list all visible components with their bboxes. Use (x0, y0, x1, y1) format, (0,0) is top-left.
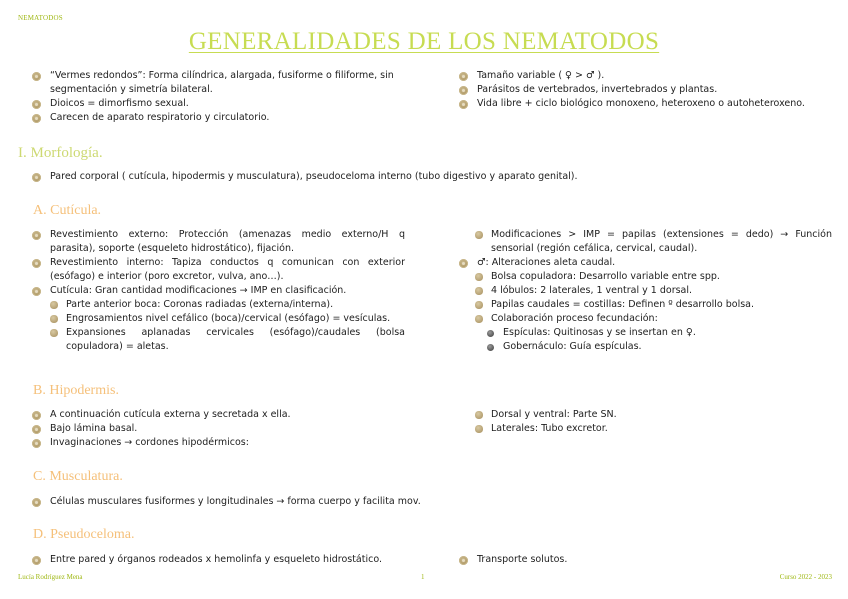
list-subitem: Bolsa copuladora: Desarrollo variable entre spp. (457, 270, 832, 284)
gear-bullet-icon (32, 439, 41, 448)
list-item: “Vermes redondos”: Forma cilíndrica, alargada, fusiforme o filiforme, sin segmentación y simetría bilateral. (30, 69, 410, 97)
running-header: NEMATODOS (18, 14, 63, 22)
list-item: ♂: Alteraciones aleta caudal. (457, 256, 832, 270)
gear-bullet-icon (32, 231, 41, 240)
section-heading-morfologia: I. Morfología. (18, 145, 103, 161)
list-subitem: Colaboración proceso fecundación: (457, 312, 832, 326)
gear-bullet-icon (32, 287, 41, 296)
gear-bullet-icon (32, 425, 41, 434)
list-subitem: Laterales: Tubo excretor. (457, 422, 832, 436)
list-subitem: Gobernáculo: Guía espículas. (457, 340, 832, 354)
cuticula-right-column (457, 228, 832, 354)
gear-bullet-icon (459, 556, 468, 565)
footer-page-number: 1 (421, 573, 425, 581)
round-bullet-icon (475, 273, 483, 281)
dark-bullet-icon (487, 344, 494, 351)
section-heading-musculatura: C. Musculatura. (33, 469, 123, 484)
cuticula-left-column (30, 228, 405, 354)
gear-bullet-icon (32, 411, 41, 420)
list-item: Revestimiento interno: Tapiza conductos q comunican con exterior (esófago) e interior (poro excretor, vulva, ano…). (30, 256, 405, 284)
list-subitem: Papilas caudales = costillas: Definen º desarrollo bolsa. (457, 298, 832, 312)
gear-bullet-icon (459, 100, 468, 109)
dark-bullet-icon (487, 330, 494, 337)
pseudoceloma-left-column (30, 553, 430, 567)
round-bullet-icon (475, 301, 483, 309)
intro-left-column (30, 69, 410, 125)
list-subitem: Engrosamientos nivel cefálico (boca)/cervical (esófago) = vesículas. (30, 312, 405, 326)
list-item: Pared corporal ( cutícula, hipodermis y musculatura), pseudoceloma interno (tubo digestivo y aparato genital). (30, 170, 830, 184)
section-heading-cuticula: A. Cutícula. (33, 203, 102, 218)
list-item: Carecen de aparato respiratorio y circulatorio. (30, 111, 410, 125)
list-subitem: Parte anterior boca: Coronas radiadas (externa/interna). (30, 298, 405, 312)
gear-bullet-icon (32, 100, 41, 109)
hipodermis-right-column (457, 408, 832, 436)
hipodermis-left-column (30, 408, 405, 450)
round-bullet-icon (50, 315, 58, 323)
list-item: Bajo lámina basal. (30, 422, 405, 436)
gear-bullet-icon (459, 72, 468, 81)
list-subitem: Espículas: Quitinosas y se insertan en ♀. (457, 326, 832, 340)
gear-bullet-icon (32, 498, 41, 507)
round-bullet-icon (475, 287, 483, 295)
gear-bullet-icon (459, 86, 468, 95)
round-bullet-icon (475, 315, 483, 323)
list-item: Vida libre + ciclo biológico monoxeno, heteroxeno o autoheteroxeno. (457, 97, 842, 111)
list-subitem: Dorsal y ventral: Parte SN. (457, 408, 832, 422)
list-item: Transporte solutos. (457, 553, 832, 567)
list-item: A continuación cutícula externa y secretada x ella. (30, 408, 405, 422)
list-subitem: Modificaciones > IMP = papilas (extensiones = dedo) → Función sensorial (región cefálica, cervical, caudal). (457, 228, 832, 256)
round-bullet-icon (50, 301, 58, 309)
list-subitem: Expansiones aplanadas cervicales (esófago)/caudales (bolsa copuladora) = aletas. (30, 326, 405, 354)
section-heading-pseudoceloma: D. Pseudoceloma. (33, 527, 135, 542)
list-item: Células musculares fusiformes y longitudinales → forma cuerpo y facilita mov. (30, 495, 830, 509)
gear-bullet-icon (32, 556, 41, 565)
gear-bullet-icon (32, 114, 41, 123)
pseudoceloma-right-column (457, 553, 832, 567)
list-item: Dioicos = dimorfismo sexual. (30, 97, 410, 111)
list-item: Entre pared y órganos rodeados x hemolinfa y esqueleto hidrostático. (30, 553, 430, 567)
gear-bullet-icon (32, 173, 41, 182)
gear-bullet-icon (32, 259, 41, 268)
morfologia-list (30, 170, 830, 184)
intro-right-column (457, 69, 842, 111)
round-bullet-icon (475, 231, 483, 239)
footer-course: Curso 2022 - 2023 (779, 573, 832, 581)
round-bullet-icon (50, 329, 58, 337)
list-subitem: 4 lóbulos: 2 laterales, 1 ventral y 1 dorsal. (457, 284, 832, 298)
musculatura-list (30, 495, 830, 509)
round-bullet-icon (475, 411, 483, 419)
list-item: Tamaño variable ( ♀ > ♂ ). (457, 69, 842, 83)
list-item: Revestimiento externo: Protección (amenazas medio externo/H q parasita), soporte (esqueleto hidrostático), fijación. (30, 228, 405, 256)
section-heading-hipodermis: B. Hipodermis. (33, 383, 119, 398)
list-item: Parásitos de vertebrados, invertebrados y plantas. (457, 83, 842, 97)
list-item: Invaginaciones → cordones hipodérmicos: (30, 436, 405, 450)
page-title: GENERALIDADES DE LOS NEMATODOS (188, 28, 660, 55)
gear-bullet-icon (459, 259, 468, 268)
gear-bullet-icon (32, 72, 41, 81)
round-bullet-icon (475, 425, 483, 433)
list-item: Cutícula: Gran cantidad modificaciones → IMP en clasificación. (30, 284, 405, 298)
footer-author: Lucía Rodríguez Mena (18, 573, 83, 581)
